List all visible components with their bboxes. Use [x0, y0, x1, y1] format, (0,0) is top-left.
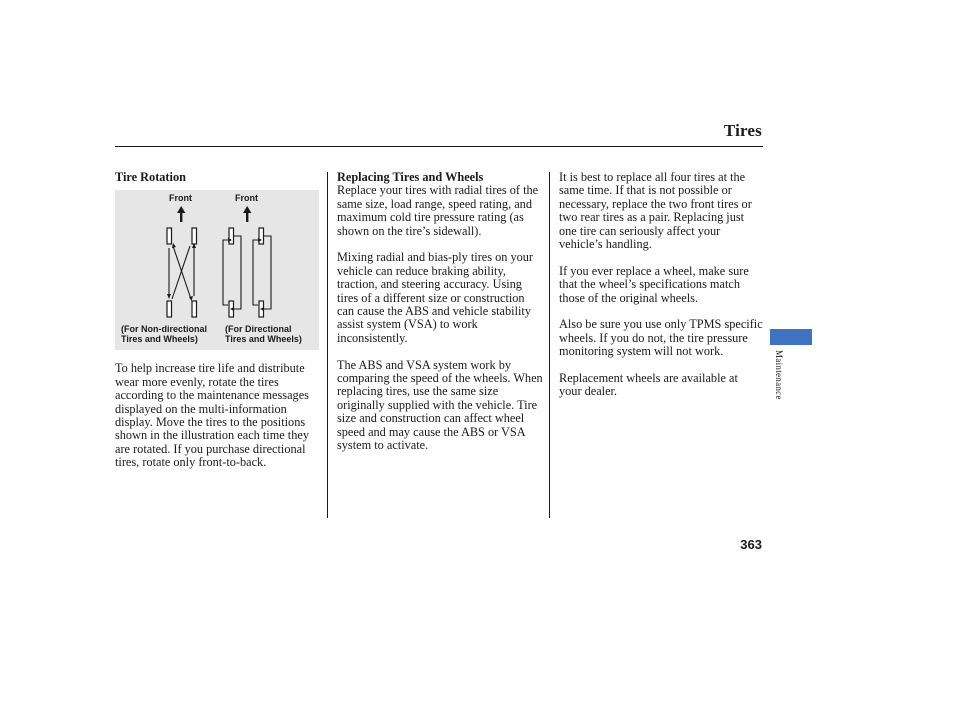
- dir-tire-front-b: [259, 228, 264, 244]
- body-paragraph: To help increase tire life and distribute wear more evenly, rotate the tires according to the maintenance messages displayed on the multi-information display. Move the tires to the positions shown in the illustration each time they are rotated. If you purchase directional tires, rotate only front-to-back.: [115, 361, 309, 470]
- body-paragraph: Replacement wheels are available at your dealer.: [559, 371, 738, 399]
- front-arrow-shaft-right: [246, 212, 248, 222]
- body-paragraph: The ABS and VSA system work by comparing the speed of the wheels. When replacing tires, use the same size originally supplied with the vehicle. Tire size and construction can affect wheel speed and may cause the ABS or VSA system to activate.: [337, 357, 543, 453]
- front-label: Front: [235, 193, 258, 204]
- tire-rotation-diagram: [115, 190, 319, 350]
- tire-front-left: [167, 228, 172, 244]
- front-label: Front: [169, 193, 192, 204]
- column-divider: [327, 172, 328, 518]
- column-replacing-tires: [337, 171, 543, 466]
- section-heading: Tire Rotation: [115, 170, 186, 184]
- tire-rear-right: [192, 301, 197, 317]
- section-label: Maintenance: [774, 350, 784, 400]
- body-paragraph: If you ever replace a wheel, make sure that the wheel’s specifications match those of the original wheels.: [559, 263, 749, 305]
- body-paragraph: Mixing radial and bias-ply tires on your vehicle can reduce braking ability, traction, and steering accuracy. Using tires of a different size or construction can cause the ABS and vehicle stability assist system (VSA) to work inconsistently.: [337, 250, 534, 345]
- tire-rear-left: [167, 301, 172, 317]
- body-paragraph: Replace your tires with radial tires of the same size, load range, speed rating, and maximum cold tire pressure rating (as shown on the tire’s sidewall).: [337, 183, 539, 238]
- body-paragraph: Also be sure you use only TPMS specific wheels. If you do not, the tire pressure monitoring system will not work.: [559, 317, 763, 359]
- front-arrow-head-right: [243, 206, 251, 213]
- page-number: 363: [740, 537, 762, 552]
- front-arrow-head-left: [177, 206, 185, 213]
- column-replacement-advice: [559, 171, 763, 412]
- header-rule: [115, 146, 763, 147]
- page-title: Tires: [723, 121, 762, 140]
- column-tire-rotation: [115, 171, 320, 483]
- section-tab: [770, 329, 812, 345]
- caption-non-directional: (For Non-directional Tires and Wheels): [121, 324, 207, 345]
- section-heading: Replacing Tires and Wheels: [337, 170, 484, 184]
- caption-directional: (For Directional Tires and Wheels): [225, 324, 302, 345]
- tire-front-right: [192, 228, 197, 244]
- front-arrow-shaft-left: [180, 212, 182, 222]
- column-divider: [549, 172, 550, 518]
- body-paragraph: It is best to replace all four tires at the same time. If that is not possible or necessary, replace the two front tires or two rear tires as a pair. Replacing just one tire can seriously affect your vehicle’s handling.: [559, 170, 752, 252]
- dir-tire-front-a: [229, 228, 234, 244]
